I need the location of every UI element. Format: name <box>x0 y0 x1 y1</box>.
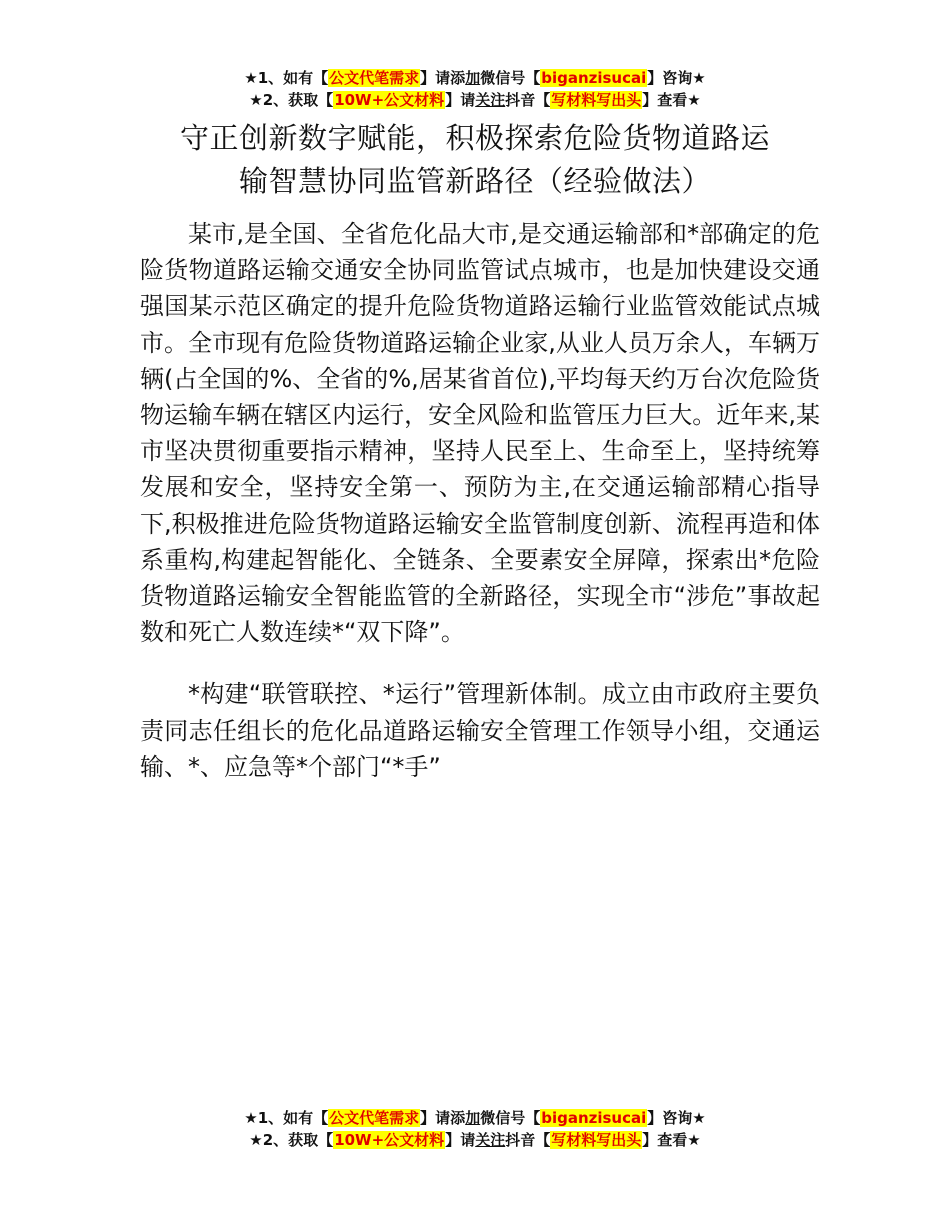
body-paragraph-2: *构建“联管联控、*运行”管理新体制。成立由市政府主要负责同志任组长的危化品道路运输安全管理工作领导小组，交通运输、*、应急等*个部门“*手” <box>140 680 820 781</box>
header-line2-mid2: 抖音【 <box>505 91 551 109</box>
document-title <box>0 117 950 203</box>
document-body <box>140 216 820 785</box>
body-paragraph-1: 某市,是全国、全省危化品大市,是交通运输部和*部确定的危险货物道路运输交通安全协同监管试点城市，也是加快建设交通强国某示范区确定的提升危险货物道路运输行业监管效能试点城市。全市现有危险货物道路运输企业家,从业人员万余人，车辆万辆(占全国的%、全省的%,居某省首位),平均每天约万台次危险货物运输车辆在辖区内运行，安全风险和监管压力巨大。近年来,某市坚决贯彻重要指示精神，坚持人民至上、生命至上，坚持统筹发展和安全，坚持安全第一、预防为主,在交通运输部精心指导下,积极推进危险货物道路运输安全监管制度创新、流程再造和体系重构,构建起智能化、全链条、全要素安全屏障，探索出*危险货物道路运输安全智能监管的全新路径，实现全市“涉危”事故起数和死亡人数连续*“双下降”。 <box>140 220 820 647</box>
footer-banner-line-1 <box>0 1107 950 1129</box>
header-highlight-douyin-account: 写材料写出头 <box>551 91 642 109</box>
footer-line1-mid: 】请添 <box>420 1109 466 1127</box>
header-line1-mid: 】请添 <box>420 69 466 87</box>
header-banner-line-2 <box>0 89 950 111</box>
header-line1-suffix: 】咨询★ <box>647 69 706 87</box>
footer-banner-line-2 <box>0 1129 950 1151</box>
footer-highlight-writing-service: 公文代笔需求 <box>329 1109 420 1127</box>
header-highlight-materials: 10W+公文材料 <box>334 91 445 109</box>
header-line2-prefix: ★2、获取【 <box>249 91 334 109</box>
header-banner-line-1 <box>0 67 950 89</box>
footer-highlight-materials: 10W+公文材料 <box>334 1131 445 1149</box>
header-line1-mid2: 微信号【 <box>480 69 541 87</box>
footer-highlight-douyin-account: 写材料写出头 <box>551 1131 642 1149</box>
header-line1-underlined: 加 <box>465 69 481 87</box>
header-line2-underlined: 关注 <box>475 91 506 109</box>
document-title-line-1: 守正创新数字赋能，积极探索危险货物道路运 <box>179 121 770 155</box>
footer-line2-prefix: ★2、获取【 <box>249 1131 334 1149</box>
document-title-line-2: 输智慧协同监管新路径（经验做法） <box>238 164 711 198</box>
footer-line2-mid: 】请 <box>445 1131 476 1149</box>
footer-line2-suffix: 】查看★ <box>642 1131 701 1149</box>
footer-line1-suffix: 】咨询★ <box>647 1109 706 1127</box>
header-line2-mid: 】请 <box>445 91 476 109</box>
header-line2-suffix: 】查看★ <box>642 91 701 109</box>
footer-banner <box>0 1107 950 1151</box>
footer-line1-prefix: ★1、如有【 <box>244 1109 329 1127</box>
footer-line1-underlined: 加 <box>465 1109 481 1127</box>
footer-highlight-wechat-id: biganzisucai <box>541 1109 647 1127</box>
header-highlight-writing-service: 公文代笔需求 <box>329 69 420 87</box>
footer-line2-underlined: 关注 <box>475 1131 506 1149</box>
footer-line2-mid2: 抖音【 <box>505 1131 551 1149</box>
header-highlight-wechat-id: biganzisucai <box>541 69 647 87</box>
footer-line1-mid2: 微信号【 <box>480 1109 541 1127</box>
header-banner <box>0 67 950 111</box>
header-line1-prefix: ★1、如有【 <box>244 69 329 87</box>
